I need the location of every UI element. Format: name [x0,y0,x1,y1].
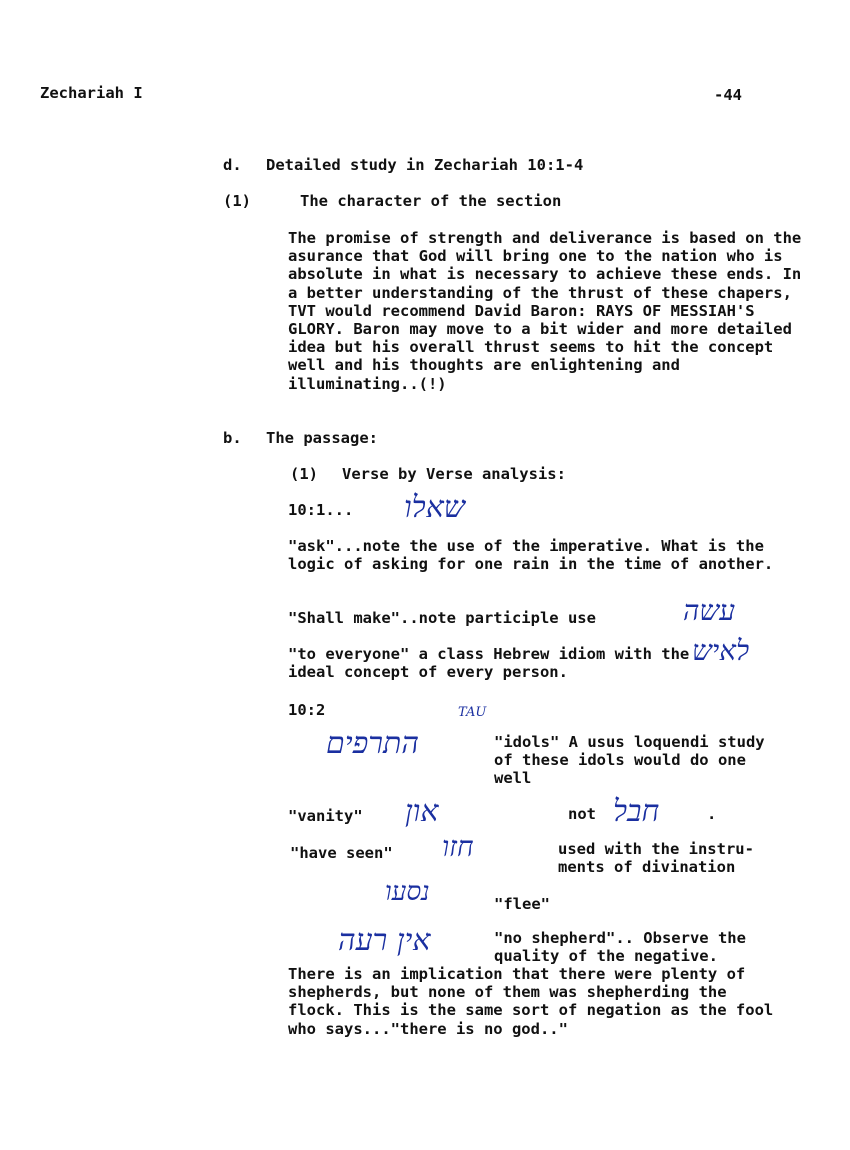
tau-note: TAU [458,705,487,720]
shepherd-paragraph: There is an implication that there were plenty of shepherds, but none of them was shepherding the flock. This is the same sort of negation as the fool who says..."there is no god.." [288,965,774,1038]
flee-label: "flee" [494,895,550,913]
seen-note: used with the instru- ments of divination [558,840,754,877]
character-paragraph: The promise of strength and deliverance is based on the asurance that God will bring one to the nation who is absolute in what is necessary to achieve these ends. In a better understanding of the thrust of these chapers, TVT would recommend David Baron: RAYS OF MESSIAH'S GLORY. Baron may move to a bit wider and more detailed idea but his overall thrust seems to hit the concept well and his thoughts are enlightening and illuminating..(!) [288,229,802,393]
verse-analysis-marker: (1) [290,465,318,483]
hebrew-seen: חזו [442,830,474,863]
section-b-heading: The passage: [266,429,378,447]
item-1-marker: (1) [223,192,251,210]
verse-1-ref: 10:1... [288,501,354,519]
everyone-label: "to everyone" a class Hebrew idiom with the ideal concept of every person. [288,645,690,682]
hebrew-ask: שאלו [404,490,465,525]
section-b-marker: b. [223,429,242,447]
make-label: "Shall make"..note participle use [288,609,596,627]
hebrew-make: עשה [683,594,736,627]
idols-note: "idols" A usus loquendi study of these idols would do one well [494,733,765,788]
not-dot: . [707,805,717,823]
hebrew-vanity: און [405,794,439,829]
hebrew-not: חבל [613,794,660,829]
verse-analysis-heading: Verse by Verse analysis: [342,465,566,483]
page-number: -44 [714,86,742,104]
hebrew-no-shepherd: אין רעה [338,923,431,958]
hebrew-flee: נסעו [385,877,430,907]
hebrew-idols: התרפים [326,726,419,761]
no-shepherd-note: "no shepherd".. Observe the quality of the negative. [494,929,746,966]
vanity-label: "vanity" [288,807,363,825]
item-1-heading: The character of the section [300,192,562,210]
verse-2-ref: 10:2 [288,701,326,719]
seen-label: "have seen" [290,844,393,862]
not-label: not [568,805,596,823]
section-d-marker: d. [223,156,242,174]
running-title: Zechariah I [40,84,143,102]
ask-note: "ask"...note the use of the imperative. What is the logic of asking for one rain in the time of another. [288,537,774,574]
hebrew-everyone: לאיש [692,634,750,667]
section-d-heading: Detailed study in Zechariah 10:1-4 [266,156,584,174]
